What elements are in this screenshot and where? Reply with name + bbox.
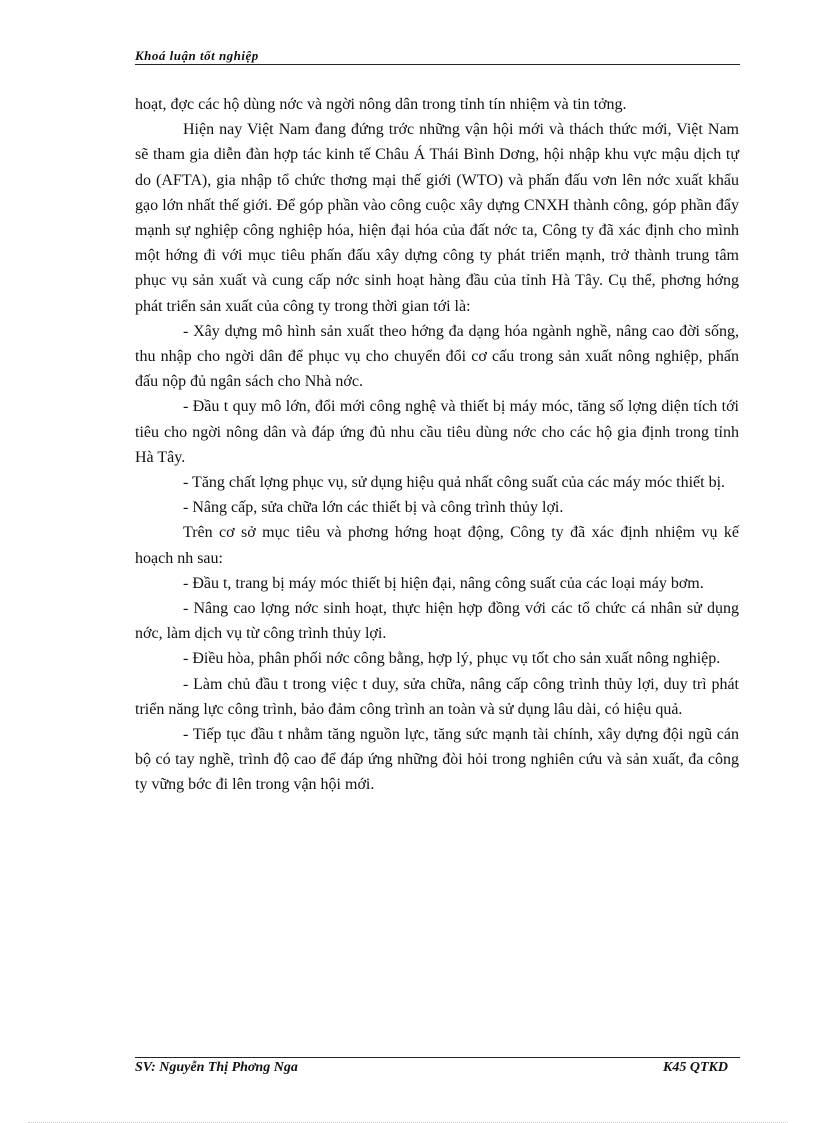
page-footer [135, 1060, 728, 1076]
page-header [135, 48, 740, 65]
body-text [135, 92, 739, 798]
paragraph: Trên cơ sở mục tiêu và phơng hớng hoạt động, Công ty đã xác định nhiệm vụ kế hoạch nh sau: [135, 524, 739, 567]
paragraph: - Đầu t quy mô lớn, đổi mới công nghệ và thiết bị máy móc, tăng số lợng diện tích tới tiêu cho ngời nông dân và đáp ứng đủ nhu cầu tiêu dùng nớc cho các hộ gia định trong tỉnh Hà Tây. [135, 398, 739, 466]
paragraph: - Nâng cấp, sửa chữa lớn các thiết bị và công trình thủy lợi. [183, 499, 564, 517]
paragraph: - Xây dựng mô hình sản xuất theo hớng đa dạng hóa ngành nghề, nâng cao đời sống, thu nhập cho ngời dân để phục vụ cho chuyển đổi cơ cấu trong sản xuất nông nghiệp, phấn đấu nộp đủ ngân sách cho Nhà nớc. [135, 322, 739, 391]
paragraph: hoạt, đợc các hộ dùng nớc và ngời nông dân trong tỉnh tín nhiệm và tin tởng. [135, 96, 627, 113]
paragraph: - Đầu t, trang bị máy móc thiết bị hiện đại, nâng công suất của các loại máy bơm. [183, 574, 704, 592]
paragraph: - Điều hòa, phân phối nớc công bằng, hợp lý, phục vụ tốt cho sản xuất nông nghiệp. [183, 650, 721, 668]
footer-divider [135, 1057, 740, 1058]
paragraph: Hiện nay Việt Nam đang đứng trớc những vận hội mới và thách thức mới, Việt Nam sẽ tham gia diễn đàn hợp tác kinh tế Châu Á Thái Bình Dơng, hội nhập khu vực mậu dịch tự do (AFTA), gia nhập tổ chức thơng mại thế giới (WTO) và phấn đấu vơn lên nớc xuất khẩu gạo lớn nhất thế giới. Để góp phần vào công cuộc xây dựng CNXH thành công, góp phần đẩy mạnh sự nghiệp công nghiệp hóa, hiện đại hóa của đất nớc ta, Công ty đã xác định cho mình một hớng đi với mục tiêu phấn đấu xây dựng công ty phát triển mạnh, trở thành trung tâm phục vụ sản xuất và cung cấp nớc sinh hoạt hàng đầu của tỉnh Hà Tây. Cụ thể, phơng hớng phát triển sản xuất của công ty trong thời gian tới là: [135, 121, 739, 315]
footer-class: K45 QTKD [663, 1060, 728, 1075]
footer-author: SV: Nguyễn Thị Phơng Nga [135, 1060, 298, 1075]
paragraph: - Nâng cao lợng nớc sinh hoạt, thực hiện hợp đồng với các tổ chức cá nhân sử dụng nớc, làm dịch vụ từ công trình thủy lợi. [135, 600, 739, 643]
paragraph: - Làm chủ đầu t trong việc t duy, sửa chữa, nâng cấp công trình thủy lợi, duy trì phát triển năng lực công trình, bảo đảm công trình an toàn và sử dụng lâu dài, có hiệu quả. [135, 675, 739, 718]
header-title: Khoá luận tốt nghiệp [135, 48, 259, 63]
paragraph: - Tiếp tục đầu t nhằm tăng nguồn lực, tăng sức mạnh tài chính, xây dựng đội ngũ cán bộ có tay nghề, trình độ cao để đáp ứng những đòi hỏi trong nghiên cứu và sản xuất, đa công ty vững bớc đi lên trong vận hội mới. [135, 726, 739, 794]
paragraph: - Tăng chất lợng phục vụ, sử dụng hiệu quả nhất công suất của các máy móc thiết bị. [183, 474, 726, 492]
